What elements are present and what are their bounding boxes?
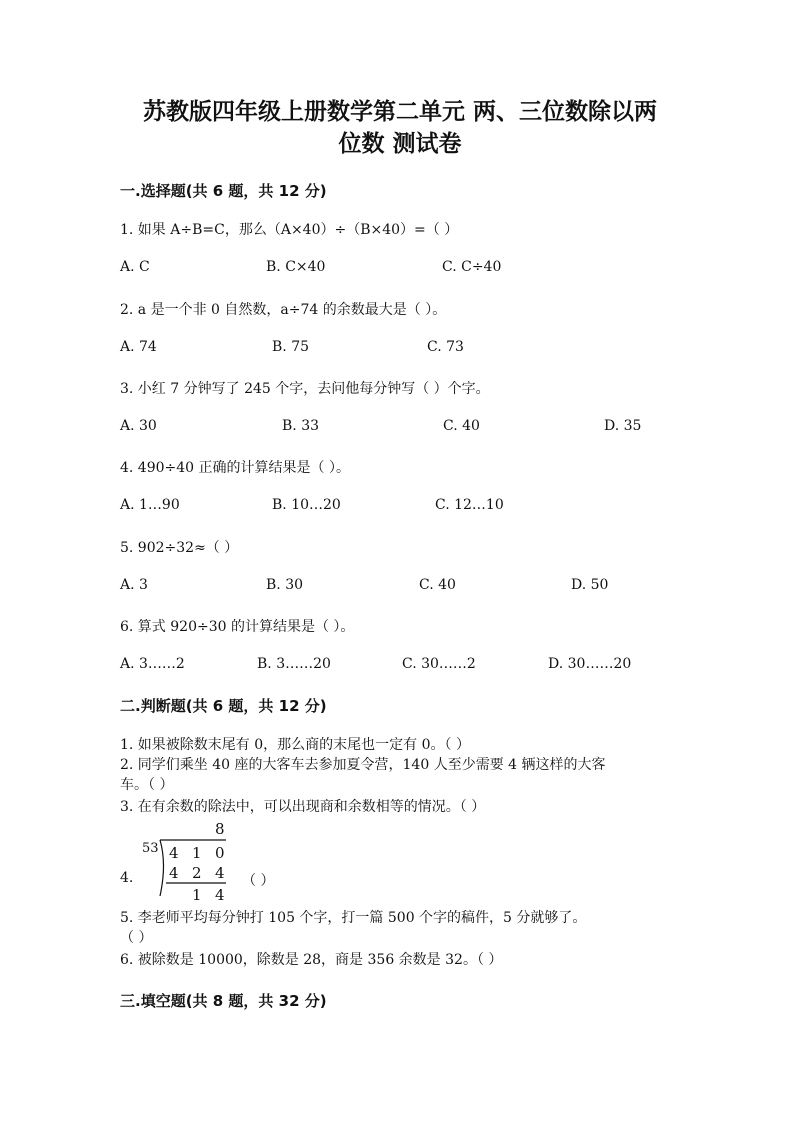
choice-option: C. 40 [419,577,456,593]
product-digit: 4 [169,864,179,882]
choice-question-2: 2. a 是一个非 0 自然数，a÷74 的余数最大是（ ）。 [120,302,447,318]
choice-option: B. C×40 [266,259,326,275]
quotient-digit: 8 [215,820,225,838]
judge-question-5-line-1: 5. 李老师平均每分钟打 105 个字，打一篇 500 个字的稿件，5 分就够了。 [120,910,587,926]
choice-option: C. C÷40 [442,259,502,275]
choice-option: B. 30 [266,577,304,593]
divisor-value: 53 [142,841,159,856]
choice-option: A. 74 [120,339,157,355]
choice-option: A. C [120,259,150,275]
remainder-digit: 4 [215,886,225,904]
choice-option: D. 50 [571,577,609,593]
section-heading-choice: 一.选择题(共 6 题，共 12 分) [120,182,327,200]
title-line-2: 位数 测试卷 [338,131,462,157]
choice-option: C. 73 [427,339,464,355]
choice-question-4: 4. 490÷40 正确的计算结果是（ ）。 [120,460,350,476]
judge-question-4-answer-blank: （ ） [242,873,275,889]
long-division-figure [138,820,238,904]
dividend-digit: 1 [192,844,202,862]
judge-question-4-number: 4. [120,870,134,886]
title-line-1: 苏教版四年级上册数学第二单元 两、三位数除以两 [142,99,657,125]
choice-option: B. 33 [282,418,320,434]
choice-question-1: 1. 如果 A÷B=C，那么（A×40）÷（B×40）=（ ） [120,222,459,238]
choice-option: C. 12…10 [435,497,504,513]
choice-option: C. 30……2 [402,656,476,672]
page-title [90,96,710,160]
choice-question-5: 5. 902÷32≈（ ） [120,540,239,556]
choice-option: A. 1…90 [120,497,180,513]
division-bracket [160,840,164,896]
dividend-digit: 0 [215,844,225,862]
remainder-digit: 1 [192,886,202,904]
judge-question-6: 6. 被除数是 10000，除数是 28，商是 356 余数是 32。（ ） [120,952,503,968]
judge-question-5-line-2: （ ） [120,930,153,946]
choice-option: A. 3 [120,577,148,593]
judge-question-1: 1. 如果被除数末尾有 0，那么商的末尾也一定有 0。（ ） [120,737,470,753]
choice-option: A. 30 [120,418,157,434]
choice-option: A. 3……2 [120,656,185,672]
choice-option: B. 10…20 [272,497,341,513]
judge-question-3: 3. 在有余数的除法中，可以出现商和余数相等的情况。（ ） [120,799,486,815]
product-digit: 2 [192,864,202,882]
choice-option: D. 30……20 [548,656,632,672]
choice-question-6: 6. 算式 920÷30 的计算结果是（ ）。 [120,619,355,635]
choice-option: B. 75 [272,339,310,355]
product-digit: 4 [215,864,225,882]
dividend-digit: 4 [169,844,179,862]
choice-option: D. 35 [604,418,642,434]
section-heading-fill-blank: 三.填空题(共 8 题，共 32 分) [120,992,327,1010]
choice-question-3: 3. 小红 7 分钟写了 245 个字，去问他每分钟写（ ）个字。 [120,381,490,397]
choice-option: B. 3……20 [257,656,331,672]
judge-question-2-line-1: 2. 同学们乘坐 40 座的大客车去参加夏令营，140 人至少需要 4 辆这样的大客 [120,757,606,773]
section-heading-judge: 二.判断题(共 6 题，共 12 分) [120,697,327,715]
choice-option: C. 40 [443,418,480,434]
judge-question-2-line-2: 车。（ ） [120,777,174,793]
